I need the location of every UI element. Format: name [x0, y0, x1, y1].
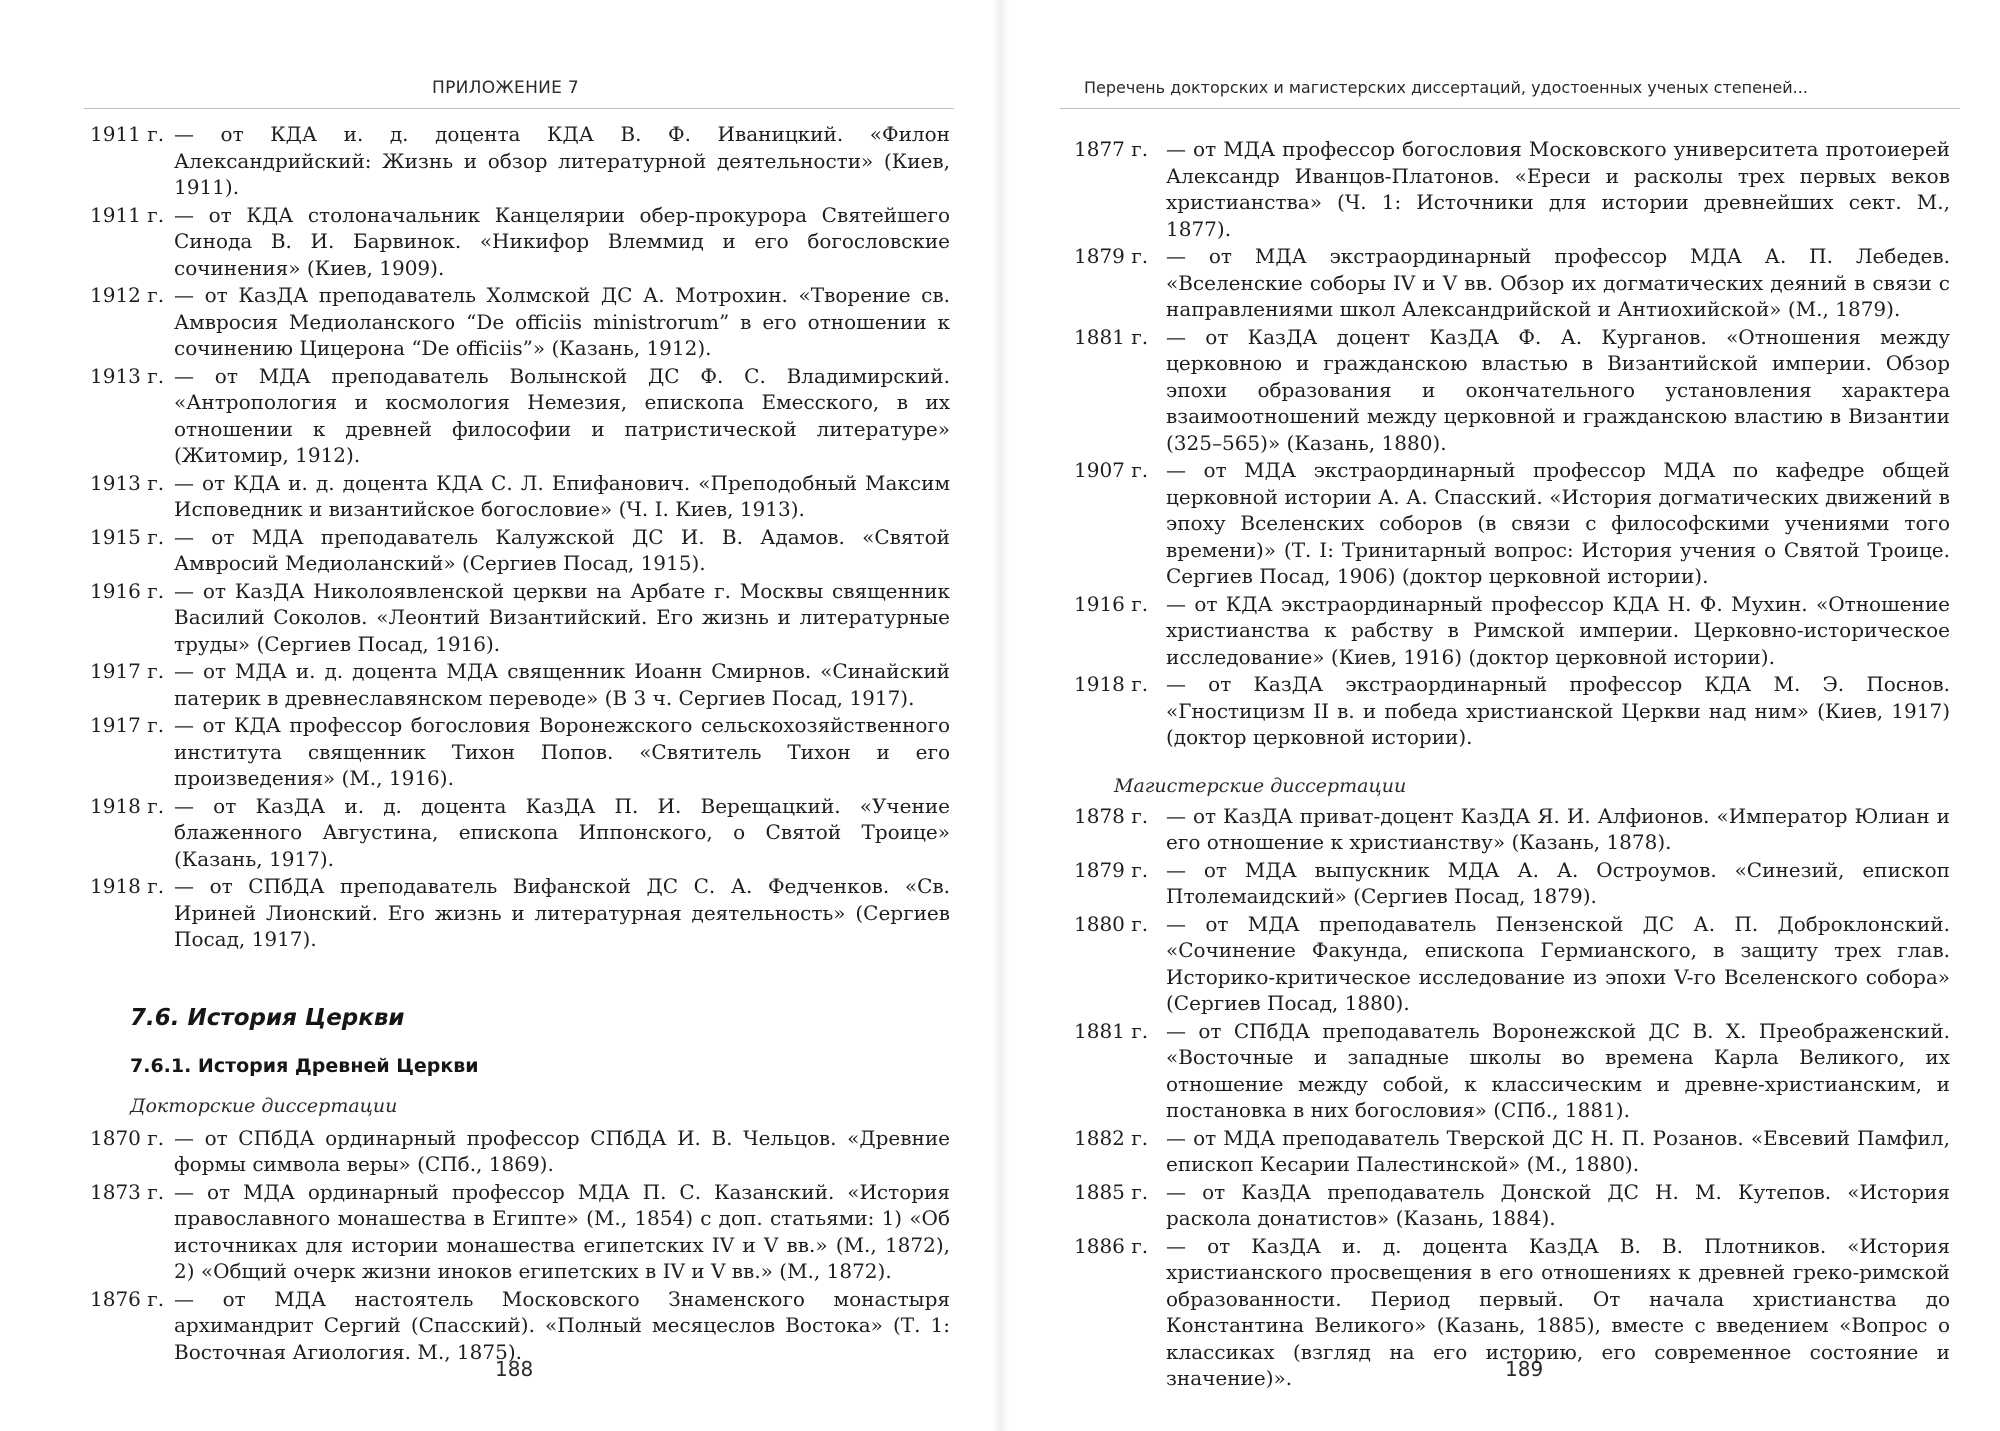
entry-year: 1882 г. — [1074, 1125, 1149, 1150]
entry-year: 1870 г. — [90, 1125, 165, 1150]
entry — [90, 1125, 950, 1178]
entry — [1074, 1018, 1950, 1124]
running-head: Перечень докторских и магистерских диссертаций, удостоенных ученых степеней... — [1084, 78, 1808, 97]
entry-year: 1916 г. — [90, 578, 165, 603]
entry — [1074, 136, 1950, 242]
entry — [1074, 1179, 1950, 1232]
entry — [1074, 591, 1950, 671]
entry-text: — от КДА и. д. доцента КДА В. Ф. Иваницкий. «Филон Александрийский: Жизнь и обзор литературной деятельности» (Киев, 1911). — [174, 122, 950, 199]
entry — [90, 470, 950, 523]
entry-year: 1880 г. — [1074, 911, 1149, 936]
header-rule — [1060, 108, 1960, 109]
entry-year: 1878 г. — [1074, 803, 1149, 828]
entry-year: 1881 г. — [1074, 1018, 1149, 1043]
page-number: 189 — [1505, 1357, 1544, 1381]
entry-year: 1918 г. — [1074, 672, 1149, 696]
group-label: Докторские диссертации — [130, 1094, 398, 1117]
entry-list — [1074, 803, 1950, 1392]
right-content — [1074, 136, 1950, 1393]
entry — [1074, 911, 1950, 1017]
entry-year: 1876 г. — [90, 1286, 165, 1311]
entry-year: 1886 г. — [1074, 1233, 1149, 1258]
entry — [90, 524, 950, 577]
section-title: 7.6. История Церкви — [130, 1004, 405, 1031]
entry — [1074, 671, 1950, 751]
entry — [90, 712, 950, 792]
entry — [1074, 857, 1950, 910]
entry-text: — от КазДА Николоявленской церкви на Арбате г. Москвы священник Василий Соколов. «Леонтий Византийский. Его жизнь и литературные труды» (Сергиев Посад, 1916). — [174, 578, 950, 656]
entry-text: — от КДА профессор богословия Воронежского сельскохозяйственного института священник Тихон Попов. «Святитель Тихон и его произведения» (М., 1916). — [174, 713, 950, 790]
entry — [1074, 457, 1950, 590]
entry-text: — от КазДА и. д. доцента КазДА П. И. Верещацкий. «Учение блаженного Августина, епископа Иппонского, о Святой Троице» (Казань, 1917). — [174, 793, 950, 871]
page-number: 188 — [495, 1357, 534, 1381]
entry — [1074, 803, 1950, 856]
entry-text: — от МДА выпускник МДА А. А. Остроумов. «Синезий, епископ Птолемаидский» (Сергиев Посад, 1879). — [1166, 857, 1950, 908]
entry — [90, 578, 950, 658]
entry-text: — от МДА преподаватель Пензенской ДС А. П. Доброклонский. «Сочинение Факунда, епископа Гермианского, в защиту трех глав. Историко-критическое исследование из эпохи V-го Вселенского собора» (Сергиев Посад, 1880). — [1166, 911, 1950, 1015]
entry-text: — от КазДА и. д. доцента КазДА В. В. Плотников. «История христианского просвещения в его отношениях к древней греко-римской образованности. Период первый. От начала христианства до Константина Великого» (Казань, 1885), вместе с введением «Вопрос о классиках (взгляд на его историю, его современное состояние и значение)». — [1166, 1233, 1950, 1390]
entry-year: 1917 г. — [90, 659, 165, 683]
group-label: Магистерские диссертации — [1114, 774, 1407, 797]
entry — [90, 282, 950, 362]
entry-year: 1913 г. — [90, 470, 165, 495]
entry-text: — от СПбДА преподаватель Вифанской ДС С. А. Федченков. «Св. Ириней Лионский. Его жизнь и литературная деятельность» (Сергиев Посад, 1917). — [174, 874, 950, 951]
entry-text: — от КДА экстраординарный профессор КДА Н. Ф. Мухин. «Отношение христианства к рабству в Римской империи. Церковно-историческое исследование» (Киев, 1916) (доктор церковной истории). — [1166, 591, 1950, 669]
entry-year: 1918 г. — [90, 793, 165, 818]
entry-text: — от МДА экстраординарный профессор МДА А. П. Лебедев. «Вселенские соборы IV и V вв. Обзор их догматических деяний в связи с направлениями школ Александрийской и Антиохийской» (М., 1879). — [1166, 244, 1950, 321]
entry — [90, 1286, 950, 1366]
entry-year: 1873 г. — [90, 1179, 165, 1204]
entry — [90, 363, 950, 469]
entry-text: — от КазДА преподаватель Холмской ДС А. Мотрохин. «Творение св. Амвросия Медиоланского “De officiis ministrorum” в его отношении к сочинению Цицерона “De officiis”» (Казань, 1912). — [174, 283, 950, 360]
entry-text: — от СПбДА ординарный профессор СПбДА И. В. Чельцов. «Древние формы символа веры» (СПб., 1869). — [174, 1125, 950, 1176]
entry — [90, 658, 950, 711]
entry — [90, 202, 950, 282]
entry-text: — от КДА и. д. доцента КДА С. Л. Епифанович. «Преподобный Максим Исповедник и византийское богословие» (Ч. I. Киев, 1913). — [174, 470, 950, 521]
entry — [1074, 1125, 1950, 1178]
entry — [90, 1179, 950, 1285]
subsection-title: 7.6.1. История Древней Церкви — [130, 1054, 479, 1077]
entry-text: — от МДА профессор богословия Московского университета протоиерей Александр Иванцов-Платонов. «Ереси и расколы трех первых веков христианства» (Ч. 1: Источники для истории древнейших сект. М., 1877). — [1166, 137, 1950, 241]
entry-list — [90, 1125, 950, 1366]
entry-list — [1074, 136, 1950, 751]
entry-list — [90, 121, 950, 953]
entry-text: — от КазДА экстраординарный профессор КДА М. Э. Поснов. «Гностицизм II в. и победа христианской Церкви над ним» (Киев, 1917) (доктор церковной истории). — [1166, 672, 1950, 749]
entry-text: — от КДА столоначальник Канцелярии обер-прокурора Святейшего Синода В. И. Барвинок. «Никифор Влеммид и его богословские сочинения» (Киев, 1909). — [174, 202, 950, 280]
right-page — [1000, 0, 2000, 1431]
entry-year: 1912 г. — [90, 283, 165, 307]
entry-text: — от КазДА преподаватель Донской ДС Н. М. Кутепов. «История раскола донатистов» (Казань, 1884). — [1166, 1179, 1950, 1230]
entry-text: — от МДА преподаватель Волынской ДС Ф. С. Владимирский. «Антропология и космология Немезия, епископа Емесского, в их отношении к древней философии и патристической литературе» (Житомир, 1912). — [174, 363, 950, 467]
entry-text: — от МДА настоятель Московского Знаменского монастыря архимандрит Сергий (Спасский). «Полный месяцеслов Востока» (Т. 1: Восточная Агиология. М., 1875). — [174, 1286, 950, 1364]
entry-year: 1911 г. — [90, 122, 165, 146]
entry-text: — от КазДА приват-доцент КазДА Я. И. Алфионов. «Император Юлиан и его отношение к христианству» (Казань, 1878). — [1166, 803, 1950, 854]
entry-text: — от КазДА доцент КазДА Ф. А. Курганов. «Отношения между церковною и гражданскою властью в Византийской империи. Обзор эпохи образования и окончательного установления характера взаимоотношений между церковной и гражданскою властию в Византии (325–565)» (Казань, 1880). — [1166, 324, 1950, 455]
entry-year: 1881 г. — [1074, 324, 1149, 349]
entry-text: — от МДА экстраординарный профессор МДА по кафедре общей церковной истории А. А. Спасский. «История догматических движений в эпоху Вселенских соборов (в связи с философскими учениями того времени)» (Т. I: Тринитарный вопрос: История учения о Святой Троице. Сергиев Посад, 1906) (доктор церковной истории). — [1166, 458, 1950, 588]
entry-year: 1907 г. — [1074, 458, 1149, 482]
entry-text: — от МДА ординарный профессор МДА П. С. Казанский. «История православного монашества в Египте» (М., 1854) с доп. статьями: 1) «Об источниках для истории монашества египетских IV и V вв.» (М., 1872), 2) «Общий очерк жизни иноков египетских в IV и V вв.» (М., 1872). — [174, 1179, 950, 1283]
entry-year: 1913 г. — [90, 363, 165, 388]
entry-year: 1917 г. — [90, 713, 165, 737]
entry-year: 1915 г. — [90, 524, 165, 549]
entry — [1074, 243, 1950, 323]
entry — [90, 873, 950, 953]
entry-year: 1918 г. — [90, 874, 165, 898]
running-head: ПРИЛОЖЕНИЕ 7 — [432, 78, 580, 98]
entry-year: 1879 г. — [1074, 244, 1149, 268]
entry-text: — от СПбДА преподаватель Воронежской ДС В. Х. Преображенский. «Восточные и западные школы во времена Карла Великого, их отношение между собой, к классическим и древне-христианским, и постановка в них богословия» (СПб., 1881). — [1166, 1018, 1950, 1122]
entry-text: — от МДА преподаватель Калужской ДС И. В. Адамов. «Святой Амвросий Медиоланский» (Сергиев Посад, 1915). — [174, 524, 950, 575]
entry-year: 1877 г. — [1074, 137, 1149, 161]
entry — [1074, 324, 1950, 457]
entry-text: — от МДА преподаватель Тверской ДС Н. П. Розанов. «Евсевий Памфил, епископ Кесарии Палестинской» (М., 1880). — [1166, 1125, 1950, 1176]
header-rule — [84, 108, 954, 109]
entry-year: 1885 г. — [1074, 1179, 1149, 1204]
entry-year: 1916 г. — [1074, 591, 1149, 616]
entry — [90, 121, 950, 201]
entry-year: 1879 г. — [1074, 857, 1149, 882]
left-content — [90, 121, 950, 1366]
entry-year: 1911 г. — [90, 202, 165, 227]
entry — [90, 793, 950, 873]
entry-text: — от МДА и. д. доцента МДА священник Иоанн Смирнов. «Синайский патерик в древнеславянском переводе» (В 3 ч. Сергиев Посад, 1917). — [174, 659, 950, 710]
